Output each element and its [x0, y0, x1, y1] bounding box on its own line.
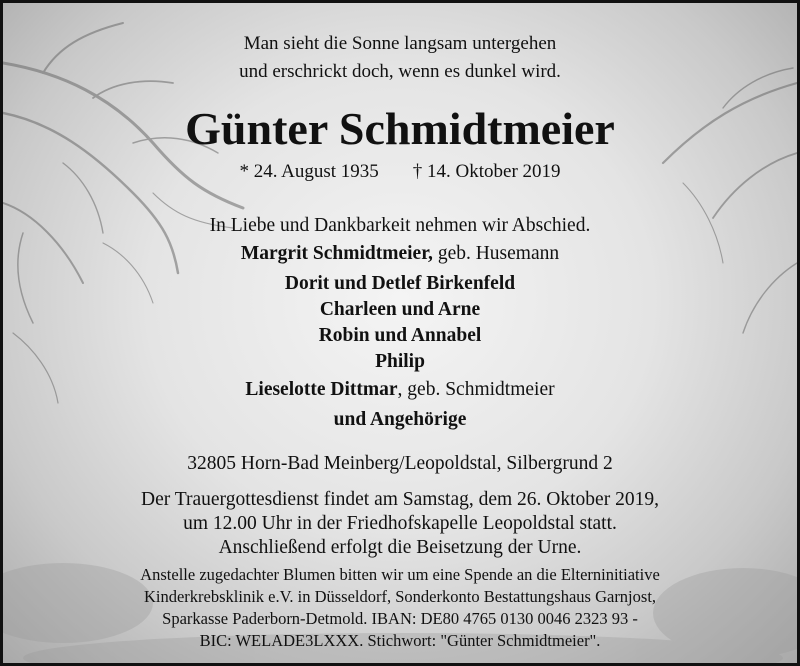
mourner-family: Philip: [375, 351, 425, 372]
notice-content: [3, 3, 797, 663]
mourner-sister: [3, 379, 797, 401]
spouse-maiden-name: geb. Husemann: [437, 243, 560, 264]
mourner-family: Robin und Annabel: [318, 325, 482, 346]
service-info: um 12.00 Uhr in der Friedhofskapelle Leopoldstal statt.: [183, 513, 617, 534]
motto-line: und erschrickt doch, wenn es dunkel wird.: [239, 61, 561, 82]
birth-date: * 24. August 1935: [239, 161, 379, 182]
donation-info: Kinderkrebsklinik e.V. in Düsseldorf, Sonderkonto Bestattungshaus Garnjost,: [143, 587, 657, 606]
service-info: Anschließend erfolgt die Beisetzung der Urne.: [218, 537, 582, 558]
sister-name: Lieselotte Dittmar: [245, 379, 398, 400]
mourner-spouse: [3, 243, 797, 265]
service-info: Der Trauergottesdienst findet am Samstag, dem 26. Oktober 2019,: [141, 489, 659, 510]
address: 32805 Horn-Bad Meinberg/Leopoldstal, Silbergrund 2: [187, 453, 613, 474]
donation-info: BIC: WELADE3LXXX. Stichwort: "Günter Schmidtmeier".: [199, 631, 601, 650]
motto-line: Man sieht die Sonne langsam untergehen: [243, 33, 557, 54]
spouse-name: Margrit Schmidtmeier,: [240, 243, 433, 264]
farewell-text: In Liebe und Dankbarkeit nehmen wir Abschied.: [209, 215, 591, 236]
life-dates: [3, 161, 797, 183]
donation-info: Anstelle zugedachter Blumen bitten wir um eine Spende an die Elterninitiative: [140, 565, 660, 584]
donation-info: Sparkasse Paderborn-Detmold. IBAN: DE80 4765 0130 0046 2323 93 -: [162, 609, 638, 628]
sister-maiden-name: , geb. Schmidtmeier: [397, 379, 555, 400]
death-date: † 14. Oktober 2019: [412, 161, 561, 182]
mourner-relatives: und Angehörige: [333, 409, 467, 430]
mourner-family: Charleen und Arne: [319, 299, 481, 320]
mourner-family: Dorit und Detlef Birkenfeld: [284, 273, 516, 294]
deceased-name: Günter Schmidtmeier: [185, 103, 615, 154]
